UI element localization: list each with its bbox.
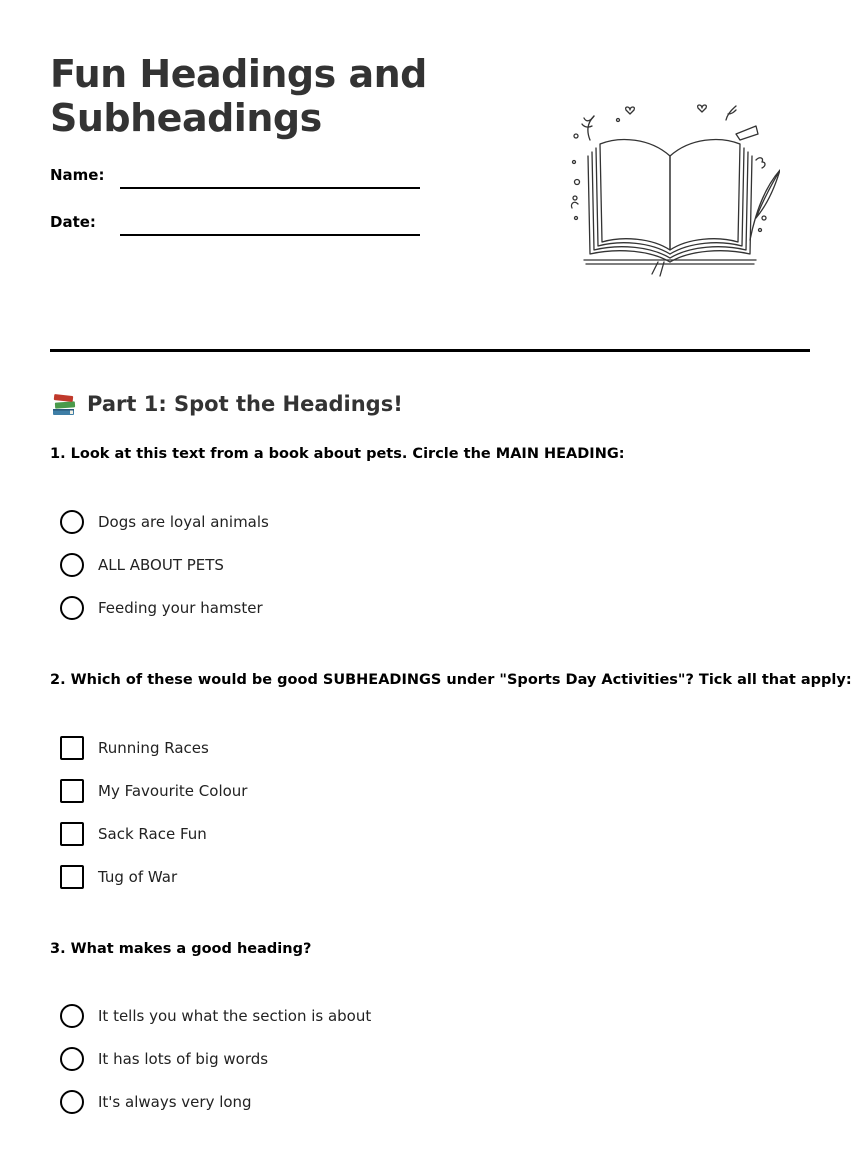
radio-button[interactable] xyxy=(60,1004,84,1028)
name-label: Name: xyxy=(50,166,105,184)
question-2-option-1[interactable] xyxy=(60,736,209,760)
question-3-option-3[interactable] xyxy=(60,1090,252,1114)
date-label: Date: xyxy=(50,213,96,231)
option-label: My Favourite Colour xyxy=(98,782,248,800)
option-label: Dogs are loyal animals xyxy=(98,513,269,531)
question-2-option-2[interactable] xyxy=(60,779,247,803)
name-field[interactable] xyxy=(120,187,420,189)
option-label: Running Races xyxy=(98,739,209,757)
date-field[interactable] xyxy=(120,234,420,236)
question-1-option-1[interactable] xyxy=(60,510,269,534)
question-3-option-2[interactable] xyxy=(60,1047,268,1071)
option-label: It's always very long xyxy=(98,1093,252,1111)
question-2-option-4[interactable] xyxy=(60,865,177,889)
option-label: Feeding your hamster xyxy=(98,599,263,617)
checkbox[interactable] xyxy=(60,822,84,846)
radio-button[interactable] xyxy=(60,553,84,577)
question-1: 1. Look at this text from a book about pets. Circle the MAIN HEADING: xyxy=(50,446,625,462)
question-3-option-1[interactable] xyxy=(60,1004,371,1028)
checkbox[interactable] xyxy=(60,736,84,760)
question-2: 2. Which of these would be good SUBHEADINGS under "Sports Day Activities"? Tick all that apply: xyxy=(50,672,852,688)
option-label: ALL ABOUT PETS xyxy=(98,556,224,574)
section-divider xyxy=(50,349,810,352)
radio-button[interactable] xyxy=(60,1047,84,1071)
radio-button[interactable] xyxy=(60,510,84,534)
radio-button[interactable] xyxy=(60,1090,84,1114)
part-1-heading xyxy=(50,388,403,420)
page-title: Fun Headings and Subheadings xyxy=(50,52,427,140)
books-icon xyxy=(50,390,78,418)
open-book-with-flowers-icon xyxy=(560,100,780,280)
radio-button[interactable] xyxy=(60,596,84,620)
option-label: Tug of War xyxy=(98,868,178,886)
checkbox[interactable] xyxy=(60,865,84,889)
question-1-option-3[interactable] xyxy=(60,596,263,620)
option-label: It has lots of big words xyxy=(98,1050,269,1068)
part-1-heading-text: Part 1: Spot the Headings! xyxy=(87,392,403,416)
option-label: It tells you what the section is about xyxy=(98,1007,372,1025)
checkbox[interactable] xyxy=(60,779,84,803)
option-label: Sack Race Fun xyxy=(98,825,207,843)
question-2-option-3[interactable] xyxy=(60,822,207,846)
question-1-option-2[interactable] xyxy=(60,553,224,577)
question-3: 3. What makes a good heading? xyxy=(50,941,312,957)
